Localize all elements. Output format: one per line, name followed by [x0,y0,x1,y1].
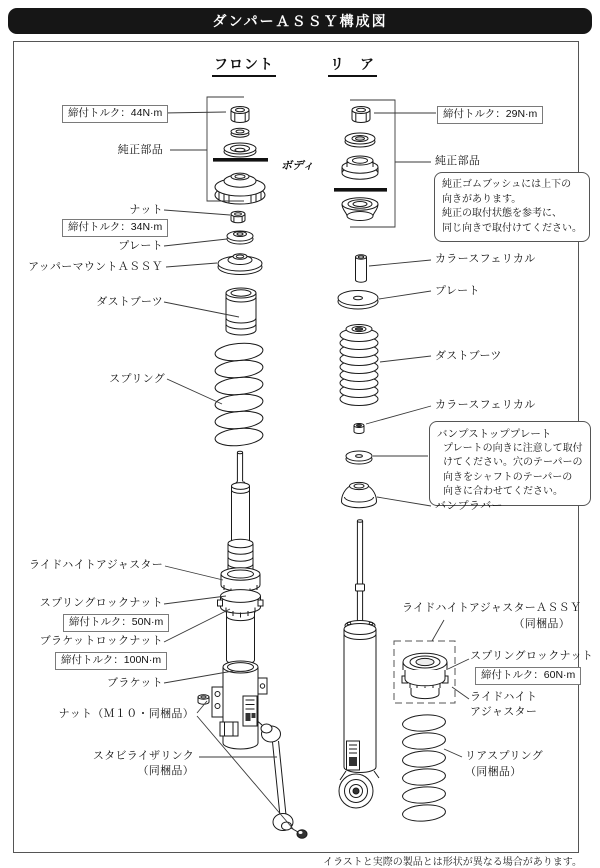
note-line: 純正の取付状態を参考に、 [442,208,562,219]
body-label: ボディ [281,160,315,172]
rear-spring-sub-label: （同梱品） [465,766,522,778]
front-dust-boot-label: ダストブーツ [96,296,163,308]
note-line: けてください。穴のテーパーの [443,457,583,468]
note-line: 向きに合わせてください。 [443,486,563,497]
bump-rubber-label: バンプラバー [435,500,503,512]
note-line: 同じ向きで取付けてください。 [442,222,582,234]
oem-bush-note-box [434,172,590,242]
ride-height-line1-label: ライドハイト [470,691,538,703]
stabilizer-link-sub-label: （同梱品） [137,765,194,777]
rear-spring-label: リアスプリング [465,750,543,762]
stabilizer-link-label: スタビライザリンク [92,750,194,762]
note-line: プレートの向きに注意して取付 [443,442,583,454]
front-strut-art [198,107,307,839]
front-spring-label: スプリング [109,373,165,385]
front-spring-lock-nut-label: スプリングロックナット [39,597,163,609]
nut-m10-label: ナット（Ｍ１０・同梱品） [58,708,194,720]
torque-44-box: 締付トルク：44N·m [62,105,168,123]
column-header-front: フロント [212,54,276,77]
note-line: 向きをシャフトのテーパーの [443,471,573,483]
ride-height-adjuster-label: ライドハイトアジャスター [28,559,163,571]
page-title: ダンパーＡＳＳＹ構成図 [8,8,592,34]
rear-oem-parts-label: 純正部品 [435,155,481,167]
upper-mount-assy-label: アッパーマウントＡＳＳＹ [28,261,163,273]
rear-plate-label: プレート [435,285,480,297]
torque-50-box: 締付トルク：50N·m [63,614,169,632]
rear-spring-lock-nut-label: スプリングロックナット [470,650,594,662]
note-line: 純正ゴムブッシュには上下の [442,179,572,190]
rha-assy-sub-label: （同梱品） [513,618,570,630]
column-header-rear: リ ア [328,54,377,77]
bump-stop-plate-note-box [429,421,591,506]
rha-assy-label: ライドハイトアジャスターＡＳＳＹ [402,602,582,614]
collar-spherical-1-label: カラースフェリカル [435,253,536,265]
torque-100-box: 締付トルク：100N·m [55,652,167,670]
collar-spherical-2-label: カラースフェリカル [435,399,536,411]
bracket-label: ブラケット [107,677,163,689]
rear-dust-boot-label: ダストブーツ [435,350,502,362]
front-nut-label: ナット [129,204,163,216]
torque-60-box: 締付トルク：60N·m [475,667,581,685]
front-oem-parts-label: 純正部品 [117,144,163,156]
ride-height-line2-label: アジャスター [470,706,538,718]
footer-disclaimer: イラストと実際の製品とは形状が異なる場合があります。 [323,857,582,868]
bracket-lock-nut-label: ブラケットロックナット [39,635,163,647]
torque-34-box: 締付トルク：34N·m [62,219,168,237]
note-line: 向きがあります。 [442,193,522,205]
leader-lines [163,97,469,830]
bump-stop-plate-title: バンプストッププレート [437,428,552,440]
front-plate-label: プレート [118,240,163,252]
torque-29-box: 締付トルク：29N·m [437,106,543,124]
